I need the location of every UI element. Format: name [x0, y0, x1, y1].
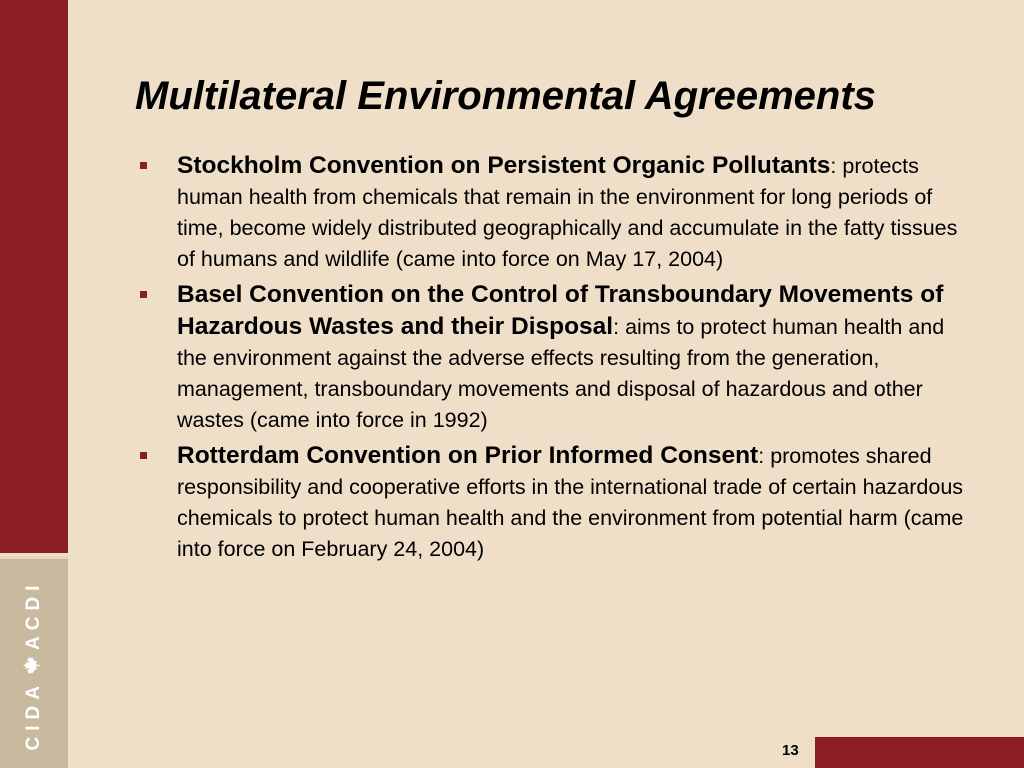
bullet-term: Rotterdam Convention on Prior Informed Consent — [177, 442, 759, 469]
page-number: 13 — [782, 742, 799, 759]
cida-logo — [0, 556, 68, 768]
bullet-term: Stockholm Convention on Persistent Organic Pollutants — [177, 152, 831, 179]
slide-title: Multilateral Environmental Agreements — [135, 74, 876, 118]
footer-accent-bar — [815, 737, 1024, 768]
bullet-item-rotterdam — [140, 440, 980, 565]
bullet-description: protects human health from chemicals that remain in the environment for long periods of time, become widely distributed geographically and accumulate in the fatty tissues of humans and wildlife (came into force on May 17, 2004) — [177, 154, 958, 271]
bullet-item-stockholm — [140, 150, 980, 275]
logo-text-acdi: ACDI — [23, 579, 44, 650]
maple-leaf-icon — [22, 656, 46, 674]
bullet-marker — [140, 291, 147, 298]
bullet-item-basel — [140, 279, 980, 436]
bullet-marker — [140, 162, 147, 169]
bullet-separator: : — [758, 444, 765, 468]
cida-logo-text — [22, 580, 46, 751]
bullet-separator: : — [613, 315, 620, 339]
logo-text-cida: CIDA — [23, 680, 44, 751]
bullet-description: promotes shared responsibility and cooperative efforts in the international trade of certain hazardous chemicals to protect human health and the environment from potential harm (came into force on February 24, 2004) — [177, 444, 964, 561]
bullet-separator: : — [830, 154, 837, 178]
bullet-term: Basel Convention on the Control of Transboundary Movements of Hazardous Wastes and their Disposal — [177, 281, 944, 340]
bullet-marker — [140, 452, 147, 459]
bullet-description: aims to protect human health and the environment against the adverse effects resulting from the generation, management, transboundary movements and disposal of hazardous and other wastes (came into force in 1992) — [177, 315, 945, 432]
left-sidebar-bar — [0, 0, 68, 553]
bullet-list — [140, 150, 980, 569]
